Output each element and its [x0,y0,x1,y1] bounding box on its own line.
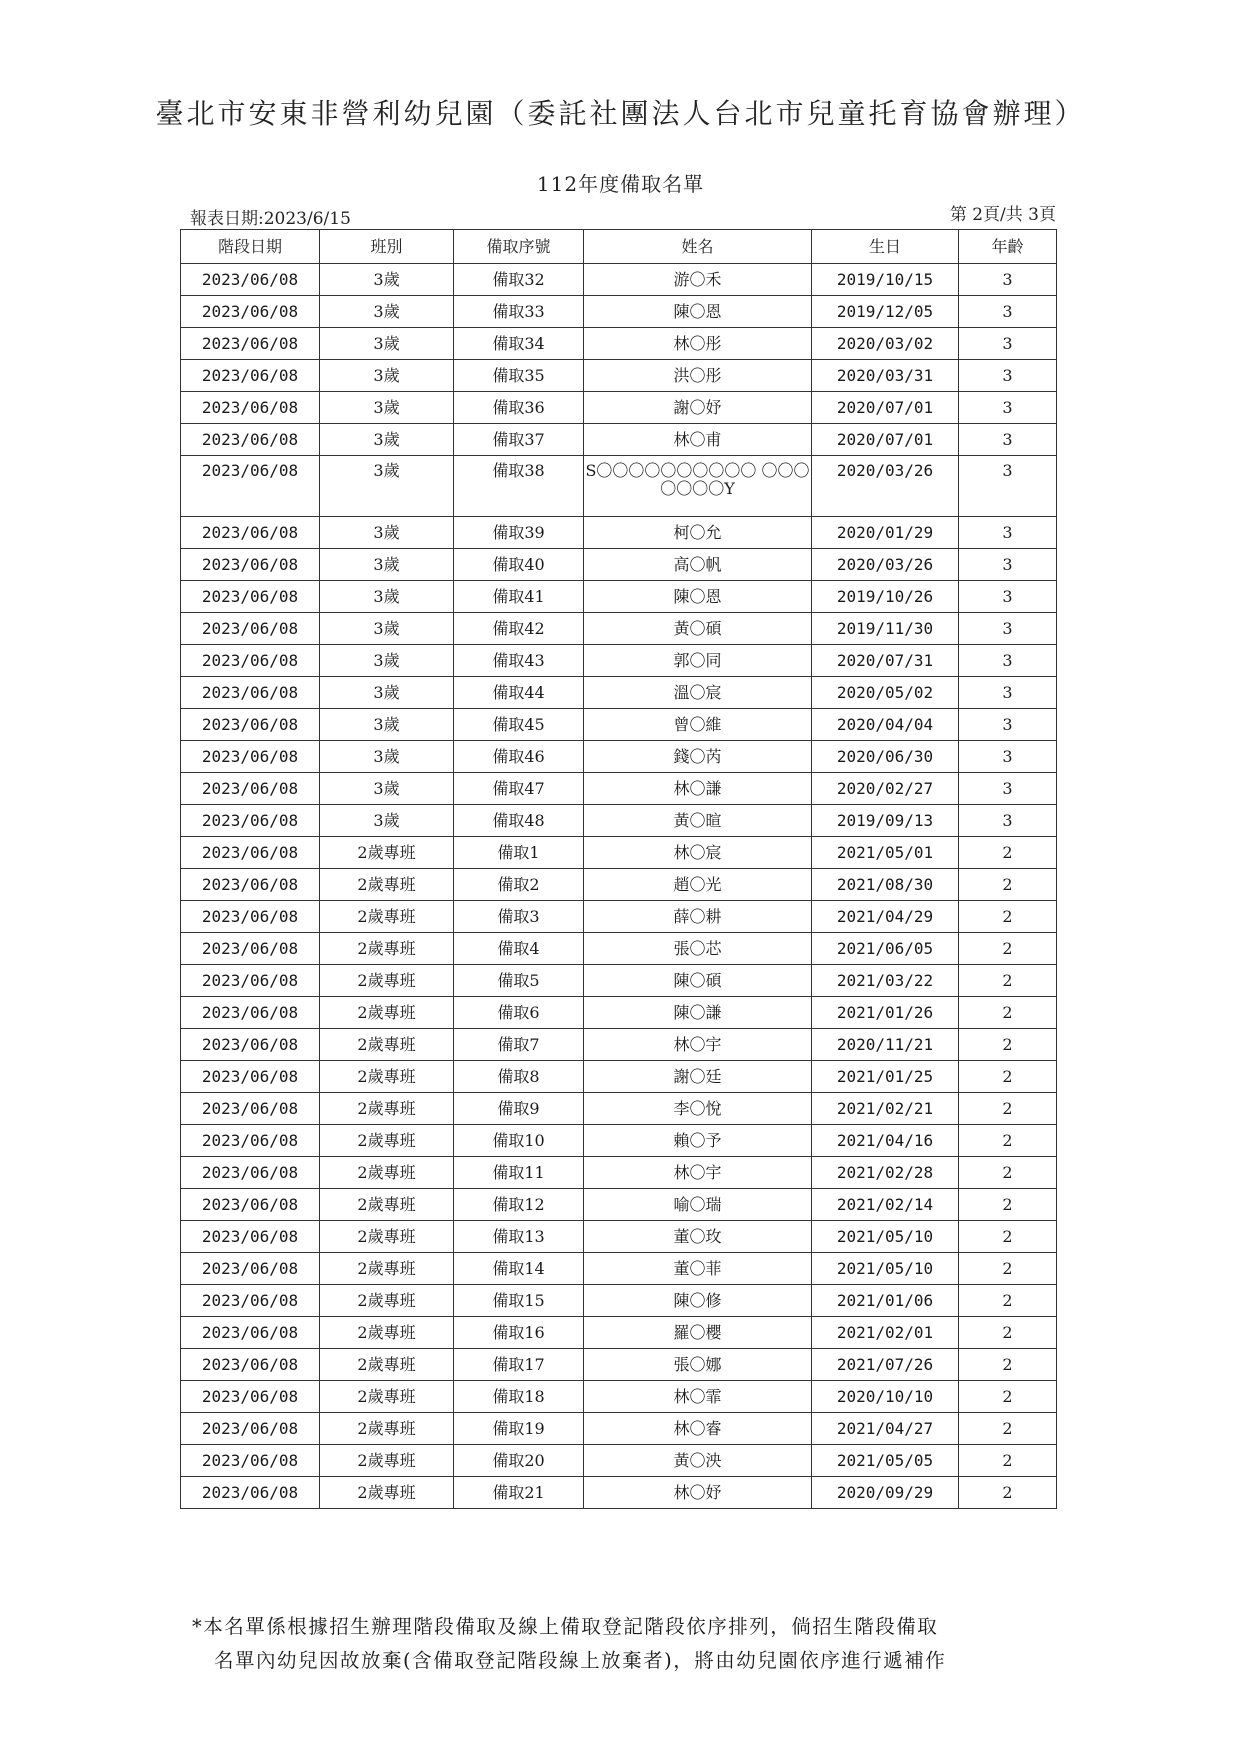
cell-waitlist-no: 備取15 [454,1285,584,1317]
cell-birthday: 2019/10/26 [812,581,959,613]
cell-class: 2歲專班 [320,1125,454,1157]
cell-waitlist-no: 備取46 [454,741,584,773]
cell-stage-date: 2023/06/08 [181,1093,320,1125]
page-title: 臺北市安東非營利幼兒園（委託社團法人台北市兒童托育協會辦理） [155,97,1086,130]
cell-waitlist-no: 備取45 [454,709,584,741]
table-row [181,392,1057,424]
cell-birthday: 2019/12/05 [812,296,959,328]
cell-age: 2 [959,1189,1057,1221]
cell-name: 錢〇芮 [584,741,812,773]
table-row [181,1157,1057,1189]
header-birthday: 生日 [812,230,959,264]
cell-waitlist-no: 備取41 [454,581,584,613]
cell-birthday: 2021/05/05 [812,1445,959,1477]
cell-name: 羅〇櫻 [584,1317,812,1349]
table-row [181,901,1057,933]
cell-birthday: 2020/02/27 [812,773,959,805]
cell-stage-date: 2023/06/08 [181,1317,320,1349]
cell-waitlist-no: 備取44 [454,677,584,709]
cell-name: 黃〇碩 [584,613,812,645]
cell-name: 陳〇碩 [584,965,812,997]
cell-name: 董〇玫 [584,1221,812,1253]
cell-waitlist-no: 備取36 [454,392,584,424]
table-row [181,581,1057,613]
cell-age: 3 [959,581,1057,613]
table-row [181,869,1057,901]
cell-birthday: 2021/05/01 [812,837,959,869]
cell-birthday: 2019/09/13 [812,805,959,837]
table-row [181,1029,1057,1061]
cell-stage-date: 2023/06/08 [181,1413,320,1445]
cell-age: 3 [959,360,1057,392]
cell-waitlist-no: 備取43 [454,645,584,677]
cell-class: 3歲 [320,645,454,677]
page-indicator: 第 2頁/共 3頁 [949,205,1056,225]
cell-birthday: 2020/07/31 [812,645,959,677]
cell-age: 3 [959,773,1057,805]
cell-stage-date: 2023/06/08 [181,424,320,456]
cell-waitlist-no: 備取39 [454,517,584,549]
cell-age: 2 [959,1285,1057,1317]
cell-birthday: 2020/05/02 [812,677,959,709]
cell-class: 3歲 [320,581,454,613]
cell-class: 2歲專班 [320,1349,454,1381]
cell-name: 陳〇恩 [584,296,812,328]
cell-waitlist-no: 備取17 [454,1349,584,1381]
cell-class: 2歲專班 [320,837,454,869]
cell-birthday: 2020/07/01 [812,392,959,424]
cell-age: 2 [959,1477,1057,1509]
cell-birthday: 2020/03/26 [812,549,959,581]
cell-birthday: 2021/04/16 [812,1125,959,1157]
table-row [181,837,1057,869]
cell-stage-date: 2023/06/08 [181,456,320,517]
cell-name: 陳〇修 [584,1285,812,1317]
cell-name: 陳〇恩 [584,581,812,613]
cell-class: 2歲專班 [320,1381,454,1413]
cell-age: 2 [959,933,1057,965]
cell-waitlist-no: 備取32 [454,264,584,296]
table-row [181,613,1057,645]
cell-stage-date: 2023/06/08 [181,1381,320,1413]
header-age: 年齡 [959,230,1057,264]
cell-age: 3 [959,645,1057,677]
table-row [181,1285,1057,1317]
cell-waitlist-no: 備取47 [454,773,584,805]
cell-stage-date: 2023/06/08 [181,997,320,1029]
cell-stage-date: 2023/06/08 [181,549,320,581]
cell-stage-date: 2023/06/08 [181,741,320,773]
cell-stage-date: 2023/06/08 [181,1125,320,1157]
cell-stage-date: 2023/06/08 [181,933,320,965]
cell-age: 2 [959,997,1057,1029]
cell-class: 3歲 [320,549,454,581]
cell-stage-date: 2023/06/08 [181,296,320,328]
cell-stage-date: 2023/06/08 [181,1029,320,1061]
cell-name: 林〇妤 [584,1477,812,1509]
cell-name: 林〇霏 [584,1381,812,1413]
cell-birthday: 2020/03/31 [812,360,959,392]
cell-age: 2 [959,837,1057,869]
table-row [181,1413,1057,1445]
cell-class: 3歲 [320,709,454,741]
cell-class: 3歲 [320,677,454,709]
cell-waitlist-no: 備取37 [454,424,584,456]
cell-name: 謝〇妤 [584,392,812,424]
cell-name: 李〇悅 [584,1093,812,1125]
cell-birthday: 2021/04/27 [812,1413,959,1445]
cell-waitlist-no: 備取34 [454,328,584,360]
header-name: 姓名 [584,230,812,264]
cell-age: 3 [959,709,1057,741]
table-row [181,1253,1057,1285]
cell-name: 洪〇彤 [584,360,812,392]
cell-waitlist-no: 備取42 [454,613,584,645]
cell-class: 3歲 [320,424,454,456]
cell-waitlist-no: 備取16 [454,1317,584,1349]
table-row [181,424,1057,456]
table-row [181,456,1057,517]
cell-name: 柯〇允 [584,517,812,549]
cell-class: 3歲 [320,456,454,517]
cell-name: 喻〇瑞 [584,1189,812,1221]
table-row [181,805,1057,837]
cell-waitlist-no: 備取1 [454,837,584,869]
cell-birthday: 2020/06/30 [812,741,959,773]
cell-stage-date: 2023/06/08 [181,1189,320,1221]
table-row [181,1477,1057,1509]
cell-class: 3歲 [320,517,454,549]
cell-age: 2 [959,1061,1057,1093]
cell-age: 3 [959,613,1057,645]
cell-birthday: 2021/01/25 [812,1061,959,1093]
cell-age: 3 [959,677,1057,709]
cell-age: 3 [959,328,1057,360]
table-row [181,1317,1057,1349]
cell-name: 賴〇予 [584,1125,812,1157]
cell-class: 2歲專班 [320,997,454,1029]
cell-waitlist-no: 備取38 [454,456,584,517]
cell-birthday: 2020/07/01 [812,424,959,456]
cell-waitlist-no: 備取40 [454,549,584,581]
cell-age: 2 [959,1413,1057,1445]
cell-class: 2歲專班 [320,965,454,997]
cell-class: 2歲專班 [320,1157,454,1189]
cell-waitlist-no: 備取13 [454,1221,584,1253]
header-class: 班別 [320,230,454,264]
cell-waitlist-no: 備取35 [454,360,584,392]
cell-waitlist-no: 備取11 [454,1157,584,1189]
cell-birthday: 2021/05/10 [812,1221,959,1253]
cell-name: 陳〇謙 [584,997,812,1029]
cell-birthday: 2021/02/28 [812,1157,959,1189]
cell-waitlist-no: 備取14 [454,1253,584,1285]
table-row [181,773,1057,805]
cell-birthday: 2021/01/06 [812,1285,959,1317]
cell-name: 曾〇維 [584,709,812,741]
cell-stage-date: 2023/06/08 [181,360,320,392]
cell-name: 黃〇暄 [584,805,812,837]
cell-class: 3歲 [320,613,454,645]
cell-name: 薛〇耕 [584,901,812,933]
cell-birthday: 2021/08/30 [812,869,959,901]
table-row [181,1381,1057,1413]
cell-age: 3 [959,549,1057,581]
cell-stage-date: 2023/06/08 [181,1061,320,1093]
cell-stage-date: 2023/06/08 [181,677,320,709]
cell-name: 董〇菲 [584,1253,812,1285]
cell-stage-date: 2023/06/08 [181,1253,320,1285]
cell-stage-date: 2023/06/08 [181,328,320,360]
cell-waitlist-no: 備取5 [454,965,584,997]
cell-age: 3 [959,424,1057,456]
table-row [181,677,1057,709]
cell-age: 3 [959,264,1057,296]
cell-name: 謝〇廷 [584,1061,812,1093]
cell-birthday: 2021/07/26 [812,1349,959,1381]
footnote [192,1610,1052,1678]
cell-stage-date: 2023/06/08 [181,613,320,645]
cell-name: 游〇禾 [584,264,812,296]
cell-stage-date: 2023/06/08 [181,1157,320,1189]
cell-age: 2 [959,901,1057,933]
table-row [181,296,1057,328]
table-row [181,1445,1057,1477]
cell-waitlist-no: 備取21 [454,1477,584,1509]
cell-class: 3歲 [320,773,454,805]
cell-age: 2 [959,1221,1057,1253]
cell-age: 2 [959,965,1057,997]
cell-class: 2歲專班 [320,933,454,965]
cell-age: 2 [959,1029,1057,1061]
header-waitlist-no: 備取序號 [454,230,584,264]
cell-name: 林〇彤 [584,328,812,360]
cell-name: 林〇甫 [584,424,812,456]
cell-waitlist-no: 備取4 [454,933,584,965]
cell-age: 3 [959,296,1057,328]
header-stage-date: 階段日期 [181,230,320,264]
cell-class: 2歲專班 [320,1093,454,1125]
cell-birthday: 2020/10/10 [812,1381,959,1413]
table-row [181,645,1057,677]
cell-age: 3 [959,741,1057,773]
cell-stage-date: 2023/06/08 [181,709,320,741]
table-row [181,1189,1057,1221]
cell-birthday: 2020/11/21 [812,1029,959,1061]
table-row [181,1221,1057,1253]
cell-name: 高〇帆 [584,549,812,581]
cell-name: 黃〇泱 [584,1445,812,1477]
cell-birthday: 2020/03/02 [812,328,959,360]
cell-birthday: 2021/02/01 [812,1317,959,1349]
cell-age: 2 [959,1445,1057,1477]
cell-name: 林〇睿 [584,1413,812,1445]
cell-birthday: 2020/09/29 [812,1477,959,1509]
cell-waitlist-no: 備取3 [454,901,584,933]
cell-age: 2 [959,1253,1057,1285]
cell-class: 2歲專班 [320,1029,454,1061]
list-subtitle: 112年度備取名單 [536,172,705,196]
table-row [181,997,1057,1029]
cell-stage-date: 2023/06/08 [181,1221,320,1253]
cell-stage-date: 2023/06/08 [181,264,320,296]
cell-name: 溫〇宸 [584,677,812,709]
cell-waitlist-no: 備取19 [454,1413,584,1445]
cell-birthday: 2021/04/29 [812,901,959,933]
cell-stage-date: 2023/06/08 [181,837,320,869]
cell-stage-date: 2023/06/08 [181,645,320,677]
cell-name: 林〇謙 [584,773,812,805]
cell-class: 3歲 [320,360,454,392]
table-row [181,264,1057,296]
cell-birthday: 2020/01/29 [812,517,959,549]
table-row [181,933,1057,965]
table-body [181,264,1057,1509]
table-row [181,328,1057,360]
cell-birthday: 2021/01/26 [812,997,959,1029]
cell-stage-date: 2023/06/08 [181,581,320,613]
cell-class: 2歲專班 [320,1477,454,1509]
cell-age: 3 [959,456,1057,517]
cell-name: 林〇宇 [584,1029,812,1061]
cell-stage-date: 2023/06/08 [181,805,320,837]
table-row [181,360,1057,392]
table-row [181,549,1057,581]
cell-waitlist-no: 備取48 [454,805,584,837]
cell-class: 3歲 [320,296,454,328]
report-date: 報表日期:2023/6/15 [190,209,351,229]
cell-stage-date: 2023/06/08 [181,869,320,901]
waitlist-table [180,229,1057,1509]
cell-stage-date: 2023/06/08 [181,392,320,424]
cell-name: 林〇宇 [584,1157,812,1189]
cell-class: 2歲專班 [320,1221,454,1253]
cell-name: S〇〇〇〇〇〇〇〇〇〇 〇〇〇〇〇〇〇Y [584,456,812,517]
cell-class: 2歲專班 [320,901,454,933]
cell-class: 3歲 [320,741,454,773]
cell-class: 2歲專班 [320,1445,454,1477]
cell-age: 2 [959,1349,1057,1381]
cell-birthday: 2019/10/15 [812,264,959,296]
cell-waitlist-no: 備取2 [454,869,584,901]
table-row [181,1093,1057,1125]
cell-name: 張〇芯 [584,933,812,965]
cell-class: 3歲 [320,264,454,296]
footnote-line-2: 名單內幼兒因故放棄(含備取登記階段線上放棄者)，將由幼兒園依序進行遞補作 [214,1649,947,1672]
cell-stage-date: 2023/06/08 [181,1349,320,1381]
cell-age: 2 [959,869,1057,901]
cell-birthday: 2021/02/21 [812,1093,959,1125]
cell-age: 2 [959,1381,1057,1413]
cell-stage-date: 2023/06/08 [181,901,320,933]
cell-age: 2 [959,1317,1057,1349]
cell-waitlist-no: 備取6 [454,997,584,1029]
cell-class: 2歲專班 [320,1061,454,1093]
cell-class: 3歲 [320,392,454,424]
cell-name: 張〇娜 [584,1349,812,1381]
cell-stage-date: 2023/06/08 [181,773,320,805]
cell-age: 2 [959,1093,1057,1125]
cell-age: 2 [959,1157,1057,1189]
cell-class: 2歲專班 [320,1413,454,1445]
table-header-row [181,230,1057,264]
table-row [181,709,1057,741]
cell-stage-date: 2023/06/08 [181,965,320,997]
cell-age: 3 [959,517,1057,549]
cell-stage-date: 2023/06/08 [181,1477,320,1509]
cell-class: 2歲專班 [320,1317,454,1349]
cell-birthday: 2019/11/30 [812,613,959,645]
cell-class: 2歲專班 [320,1285,454,1317]
cell-waitlist-no: 備取18 [454,1381,584,1413]
cell-birthday: 2021/02/14 [812,1189,959,1221]
cell-waitlist-no: 備取8 [454,1061,584,1093]
cell-stage-date: 2023/06/08 [181,1285,320,1317]
cell-birthday: 2021/03/22 [812,965,959,997]
table-row [181,517,1057,549]
cell-waitlist-no: 備取33 [454,296,584,328]
table-row [181,965,1057,997]
cell-class: 2歲專班 [320,1189,454,1221]
table-row [181,1125,1057,1157]
footnote-line-1: *本名單係根據招生辦理階段備取及線上備取登記階段依序排列，倘招生階段備取 [192,1615,939,1638]
cell-class: 2歲專班 [320,1253,454,1285]
cell-waitlist-no: 備取12 [454,1189,584,1221]
cell-birthday: 2020/04/04 [812,709,959,741]
cell-age: 2 [959,1125,1057,1157]
cell-stage-date: 2023/06/08 [181,517,320,549]
cell-birthday: 2021/05/10 [812,1253,959,1285]
table-row [181,1349,1057,1381]
cell-name: 趙〇光 [584,869,812,901]
cell-waitlist-no: 備取7 [454,1029,584,1061]
table-row [181,1061,1057,1093]
cell-age: 3 [959,392,1057,424]
cell-name: 林〇宸 [584,837,812,869]
table-row [181,741,1057,773]
cell-birthday: 2021/06/05 [812,933,959,965]
cell-class: 3歲 [320,328,454,360]
cell-class: 2歲專班 [320,869,454,901]
cell-waitlist-no: 備取10 [454,1125,584,1157]
cell-stage-date: 2023/06/08 [181,1445,320,1477]
cell-age: 3 [959,805,1057,837]
cell-birthday: 2020/03/26 [812,456,959,517]
cell-waitlist-no: 備取20 [454,1445,584,1477]
cell-class: 3歲 [320,805,454,837]
cell-waitlist-no: 備取9 [454,1093,584,1125]
cell-name: 郭〇同 [584,645,812,677]
